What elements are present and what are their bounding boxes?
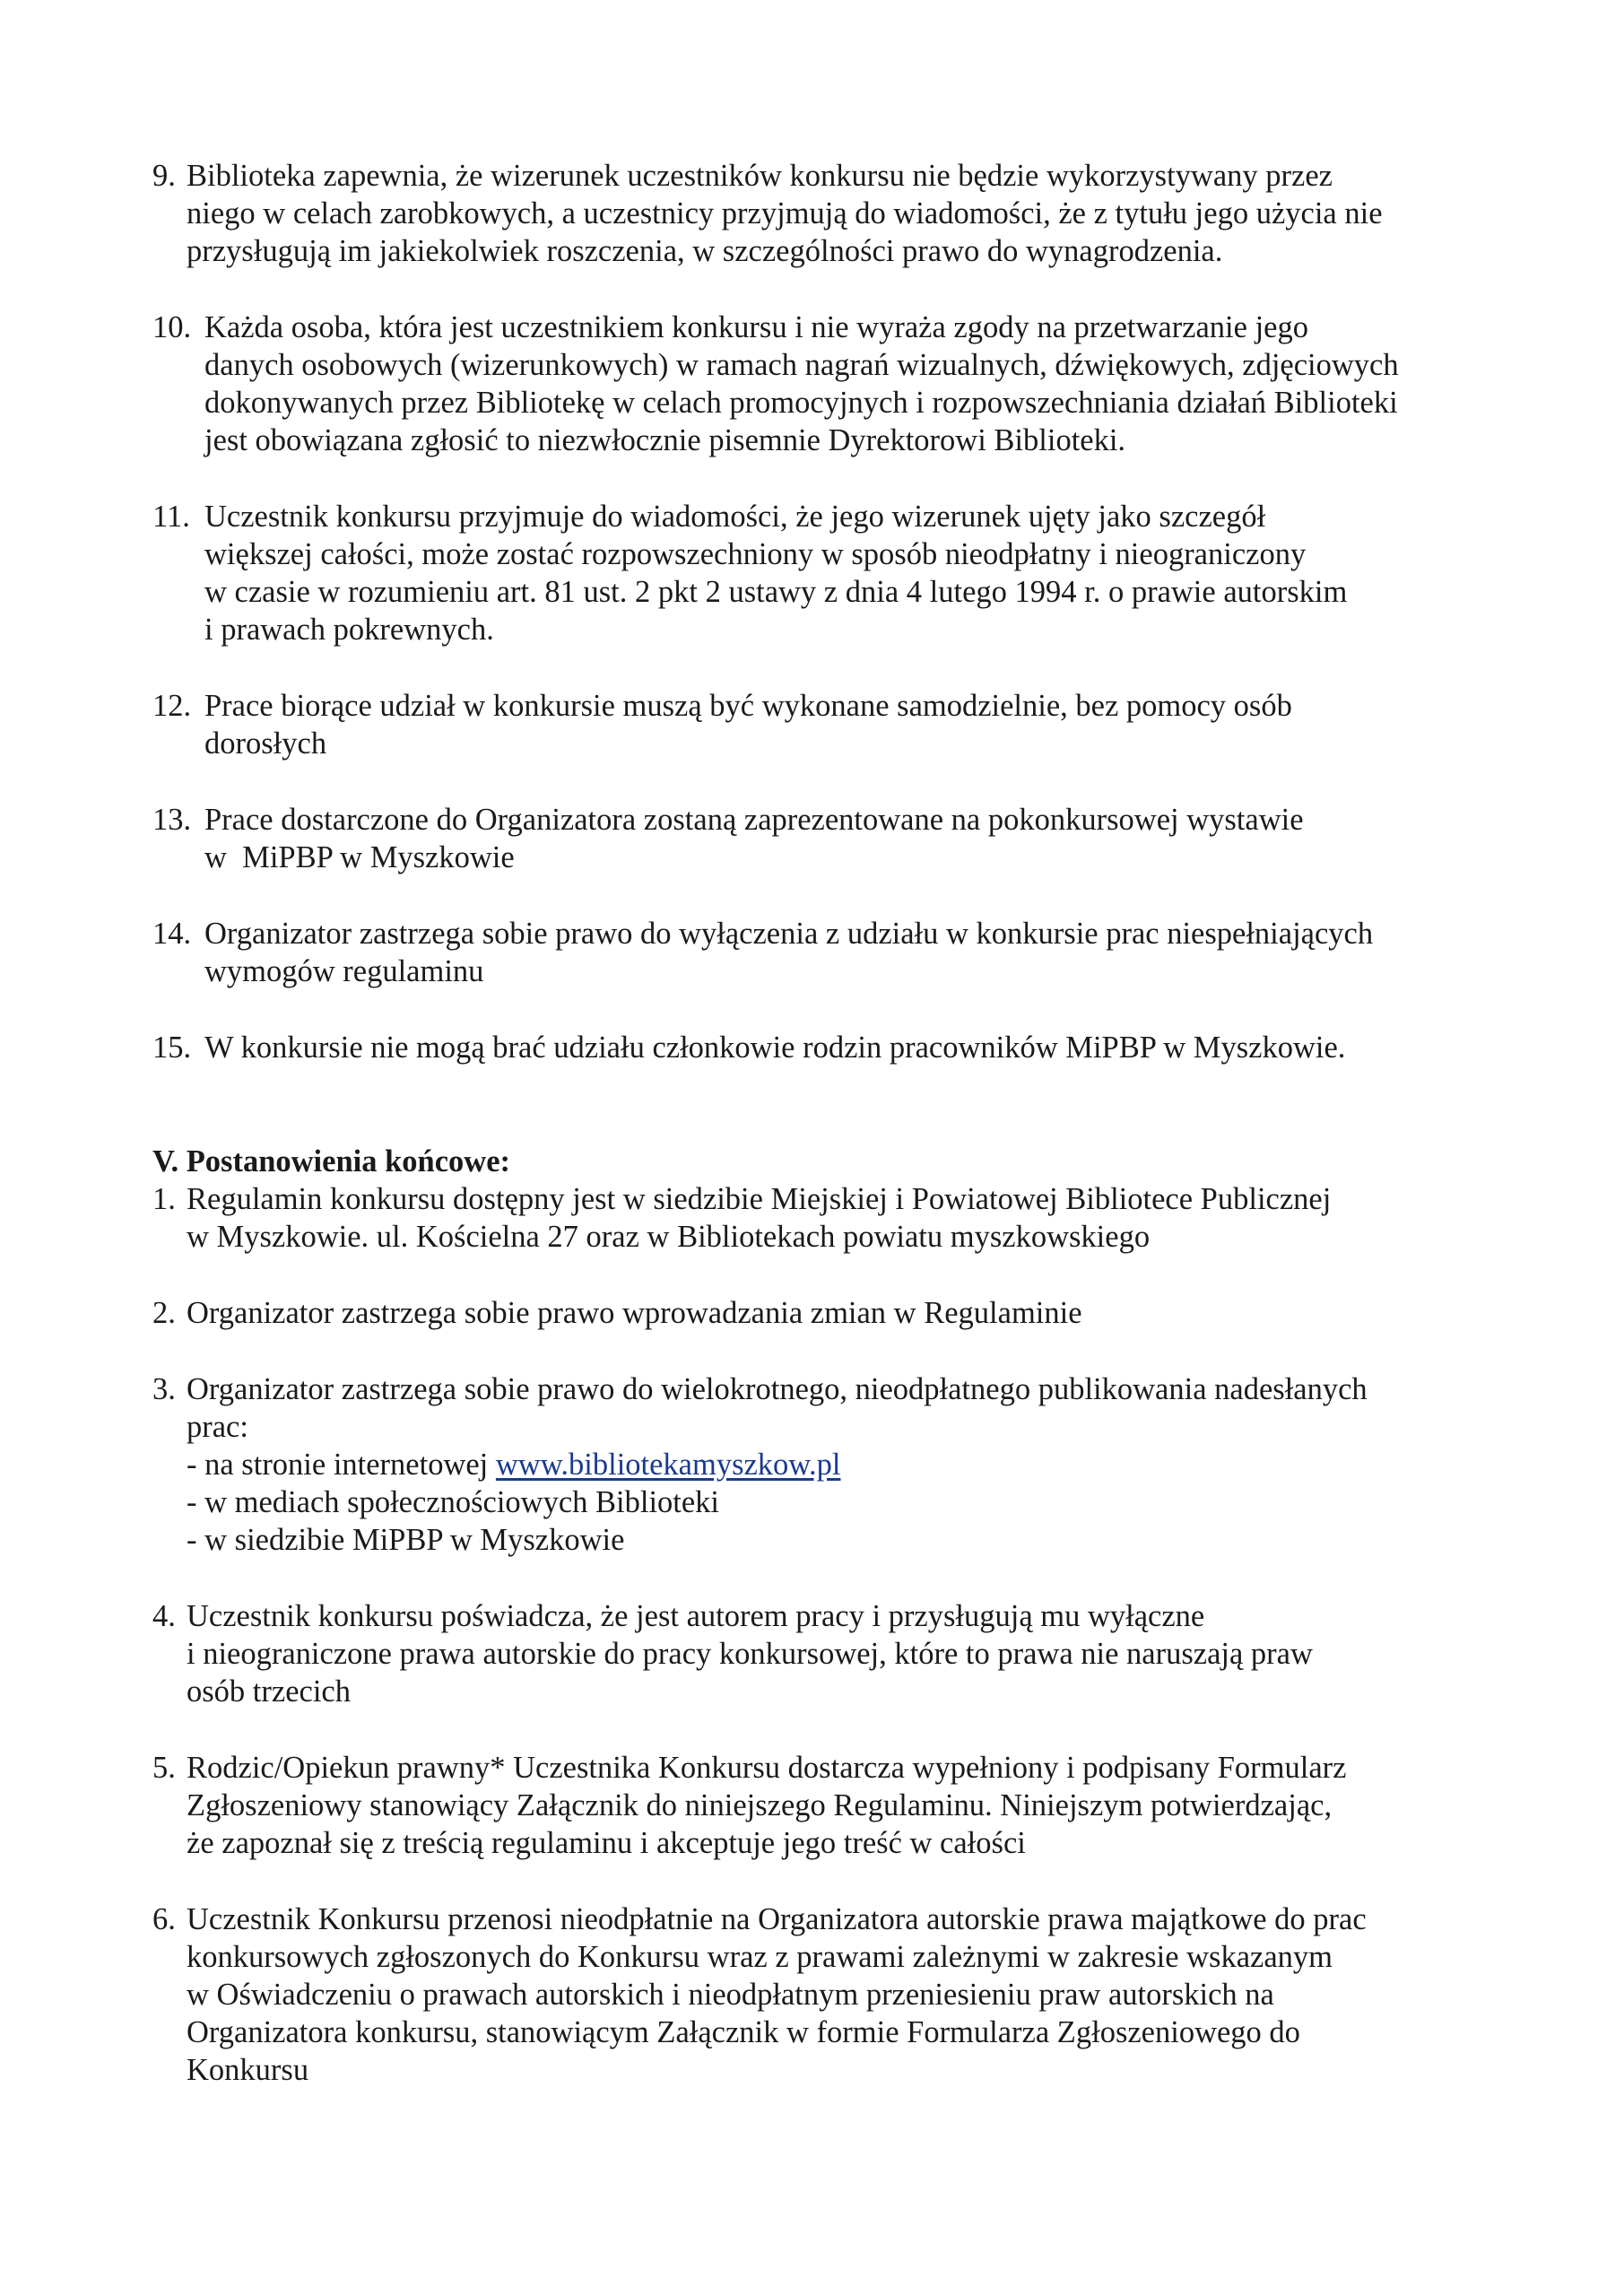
item-text-line: w Myszkowie. ul. Kościelna 27 oraz w Bibliotekach powiatu myszkowskiego — [187, 1220, 1151, 1254]
item-number: 14. — [152, 917, 192, 951]
item-text-line: w czasie w rozumieniu art. 81 ust. 2 pkt 2 ustawy z dnia 4 lutego 1994 r. o prawie autorskim — [204, 575, 1348, 609]
item-number: 10. — [152, 310, 192, 344]
item-text-line: osób trzecich — [187, 1674, 351, 1709]
item-text-line: niego w celach zarobkowych, a uczestnicy przyjmują do wiadomości, że z tytułu jego użycia nie — [187, 196, 1383, 230]
item-text-line: konkursowych zgłoszonych do Konkursu wraz z prawami zależnymi w zakresie wskazanym — [187, 1940, 1333, 1974]
item-text-line: dokonywanych przez Bibliotekę w celach promocyjnych i rozpowszechniania działań Biblioteki — [204, 386, 1398, 420]
item-number: 5. — [152, 1751, 176, 1785]
item-text-line: przysługują im jakiekolwiek roszczenia, w szczególności prawo do wynagrodzenia. — [187, 234, 1223, 268]
item-text-line: że zapoznał się z treścią regulaminu i akceptuje jego treść w całości — [187, 1826, 1026, 1860]
item-number: 11. — [152, 500, 190, 534]
item-text-line: Uczestnik konkursu poświadcza, że jest autorem pracy i przysługują mu wyłączne — [187, 1599, 1205, 1633]
item-text-line: Zgłoszeniowy stanowiący Załącznik do niniejszego Regulaminu. Niniejszym potwierdzając, — [187, 1788, 1333, 1822]
item-number: 12. — [152, 689, 192, 723]
item-text-line: wymogów regulaminu — [204, 954, 484, 988]
item-text-line: Organizator zastrzega sobie prawo do wielokrotnego, nieodpłatnego publikowania nadesłanych — [187, 1372, 1368, 1406]
item-number: 4. — [152, 1599, 176, 1633]
item-number: 9. — [152, 159, 176, 193]
item-text-line: i prawach pokrewnych. — [204, 613, 494, 647]
section-heading: V. Postanowienia końcowe: — [152, 1144, 511, 1178]
item-text-line: Organizatora konkursu, stanowiącym Załącznik w formie Formularza Zgłoszeniowego do — [187, 2015, 1300, 2049]
item-text-line: Organizator zastrzega sobie prawo wprowadzania zmian w Regulaminie — [187, 1296, 1082, 1330]
item-text-line: Organizator zastrzega sobie prawo do wyłączenia z udziału w konkursie prac niespełniających — [204, 917, 1374, 951]
website-link[interactable]: www.bibliotekamyszkow.pl — [495, 1448, 841, 1482]
item-number: 13. — [152, 803, 192, 837]
item-text-line: jest obowiązana zgłosić to niezwłocznie pisemnie Dyrektorowi Biblioteki. — [204, 423, 1126, 457]
item-text-line: Konkursu — [187, 2053, 309, 2087]
item-text-line: Regulamin konkursu dostępny jest w siedzibie Miejskiej i Powiatowej Bibliotece Publicznej — [187, 1182, 1332, 1216]
item-number: 1. — [152, 1182, 176, 1216]
item-text-line: Każda osoba, która jest uczestnikiem konkursu i nie wyraża zgody na przetwarzanie jego — [204, 310, 1308, 344]
item-number: 2. — [152, 1296, 176, 1330]
item-text-line: większej całości, może zostać rozpowszechniony w sposób nieodpłatny i nieograniczony — [204, 537, 1307, 571]
sub-item-website — [187, 1446, 840, 1484]
item-text-line: w MiPBP w Myszkowie — [204, 840, 515, 874]
item-number: 6. — [152, 1902, 176, 1936]
item-number: 3. — [152, 1372, 176, 1406]
item-text-line: i nieograniczone prawa autorskie do pracy konkursowej, które to prawa nie naruszają praw — [187, 1637, 1313, 1671]
sub-item-library: - w siedzibie MiPBP w Myszkowie — [187, 1523, 625, 1557]
sub-item-prefix: - na stronie internetowej — [187, 1448, 496, 1482]
item-text-line: Uczestnik konkursu przyjmuje do wiadomości, że jego wizerunek ujęty jako szczegół — [204, 500, 1266, 534]
item-text-line: Rodzic/Opiekun prawny* Uczestnika Konkursu dostarcza wypełniony i podpisany Formularz — [187, 1751, 1347, 1785]
item-text-line: dorosłych — [204, 726, 327, 761]
item-text-line: Prace biorące udział w konkursie muszą być wykonane samodzielnie, bez pomocy osób — [204, 689, 1292, 723]
item-number: 15. — [152, 1031, 192, 1065]
item-text-line: W konkursie nie mogą brać udziału członkowie rodzin pracowników MiPBP w Myszkowie. — [204, 1031, 1346, 1065]
item-text-line: prac: — [187, 1410, 248, 1444]
item-text-line: Biblioteka zapewnia, że wizerunek uczestników konkursu nie będzie wykorzystywany przez — [187, 159, 1333, 193]
item-text-line: danych osobowych (wizerunkowych) w ramach nagrań wizualnych, dźwiękowych, zdjęciowych — [204, 348, 1399, 382]
sub-item-social-media: - w mediach społecznościowych Biblioteki — [187, 1485, 720, 1519]
item-text-line: w Oświadczeniu o prawach autorskich i nieodpłatnym przeniesieniu praw autorskich na — [187, 1978, 1274, 2012]
item-text-line: Prace dostarczone do Organizatora zostaną zaprezentowane na pokonkursowej wystawie — [204, 803, 1304, 837]
item-text-line: Uczestnik Konkursu przenosi nieodpłatnie na Organizatora autorskie prawa majątkowe do prac — [187, 1902, 1367, 1936]
